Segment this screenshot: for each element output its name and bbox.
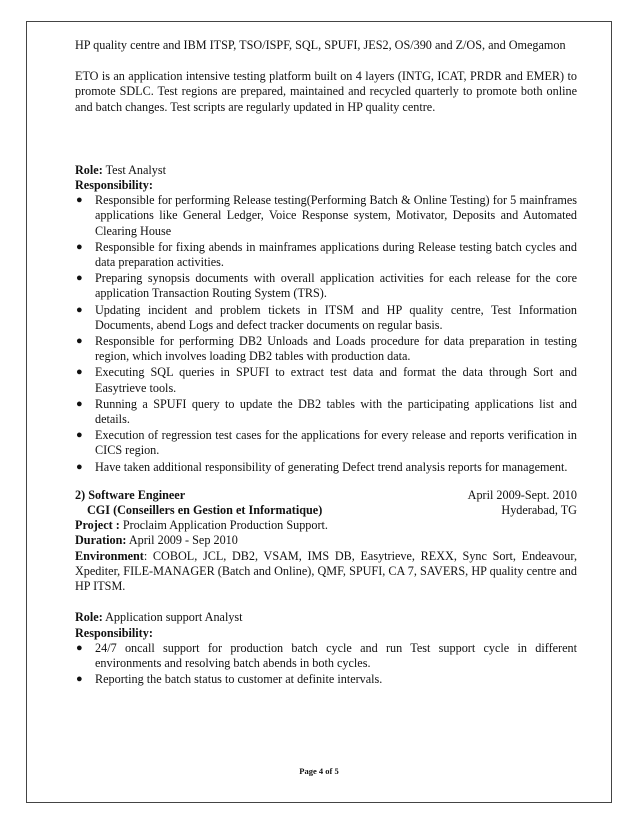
list-item: ● Reporting the batch status to customer at definite intervals. (76, 672, 383, 687)
list-item: ● Responsible for performing DB2 Unloads and Loads procedure for data preparation in testing region, which involves loading DB2 tables with production data. (76, 334, 577, 364)
job2-location: Hyderabad, TG (501, 503, 577, 518)
list-item: ● Executing SQL queries in SPUFI to extract test data and format the data through Sort and Easytrieve tools. (76, 365, 577, 395)
bullet-icon: ● (76, 366, 83, 379)
job2-company-row (75, 503, 577, 518)
role1-line (75, 163, 577, 178)
bullet-icon: ● (76, 397, 83, 410)
job2-dates: April 2009-Sept. 2010 (467, 487, 577, 502)
bullet-icon: ● (76, 240, 83, 253)
job2-environment: Environment: COBOL, JCL, DB2, VSAM, IMS DB, Easytrieve, REXX, Sync Sort, Endeavour, Xpediter, FILE-MANAGER (Batch and Online), QMF, SPUFI, CA 7, SAVERS, HP quality centre and HP ITSM. (75, 548, 577, 594)
role2-label: Role: (75, 610, 103, 625)
bullet-icon: ● (76, 194, 83, 207)
bullet-icon: ● (76, 335, 83, 348)
role1-responsibility-heading: Responsibility: (75, 178, 153, 193)
role2-responsibility-heading: Responsibility: (75, 625, 153, 640)
list-item: ● 24/7 oncall support for production batch cycle and run Test support cycle in different environments and resolving batch abends in both cycles. (76, 640, 577, 670)
list-item: ● Responsible for performing Release testing(Performing Batch & Online Testing) for 5 mainframes applications like General Ledger, Voice Response system, Motivator, Deposits and Automated Clearing House (76, 193, 577, 238)
role1-value: Test Analyst (102, 162, 166, 177)
list-item: ● Updating incident and problem tickets in ITSM and HP quality centre, Test Information Documents, abend Logs and defect tracker documents on regular basis. (76, 302, 577, 332)
list-item: ● Running a SPUFI query to update the DB2 tables with the participating applications list and details. (76, 396, 577, 427)
bullet-icon: ● (76, 460, 83, 473)
job2-header (75, 488, 577, 503)
job2-title: 2) Software Engineer (75, 487, 186, 502)
role2-line (75, 610, 577, 625)
document-body (75, 38, 577, 688)
bullet-icon: ● (76, 673, 83, 686)
role2-value: Application support Analyst (102, 610, 243, 625)
role1-label: Role: (75, 162, 103, 177)
list-item: ● Execution of regression test cases for the applications for every release and reports verification in CICS region. (76, 428, 577, 458)
job2-duration: Duration: April 2009 - Sep 2010 (75, 533, 238, 548)
job2-project: Project : Proclaim Application Production Support. (75, 518, 328, 533)
job2-company: CGI (Conseillers en Gestion et Informatique) (87, 503, 323, 518)
page-number: Page 4 of 5 (299, 766, 339, 776)
bullet-icon: ● (76, 641, 83, 654)
list-item: ● Have taken additional responsibility of generating Defect trend analysis reports for management. (76, 459, 568, 474)
list-item: ● Responsible for fixing abends in mainframes applications during Release testing batch cycles and data preparation activities. (76, 239, 577, 270)
bullet-icon: ● (76, 303, 83, 316)
list-item: ● Preparing synopsis documents with overall application activities for each release for the core application Transaction Routing System (TRS). (76, 271, 577, 301)
intro-tools-line: HP quality centre and IBM ITSP, TSO/ISPF, SQL, SPUFI, JES2, OS/390 and Z/OS, and Omegamon (75, 38, 566, 52)
bullet-icon: ● (76, 429, 83, 442)
bullet-icon: ● (76, 272, 83, 285)
eto-description: ETO is an application intensive testing platform built on 4 layers (INTG, ICAT, PRDR and EMER) to promote SDLC. Test regions are prepared, maintained and recycled quarterly to promote both online and batch changes. Test scripts are regularly updated in HP quality centre. (75, 69, 577, 114)
role2-responsibility-list (75, 641, 577, 688)
role1-responsibility-list (75, 193, 577, 475)
